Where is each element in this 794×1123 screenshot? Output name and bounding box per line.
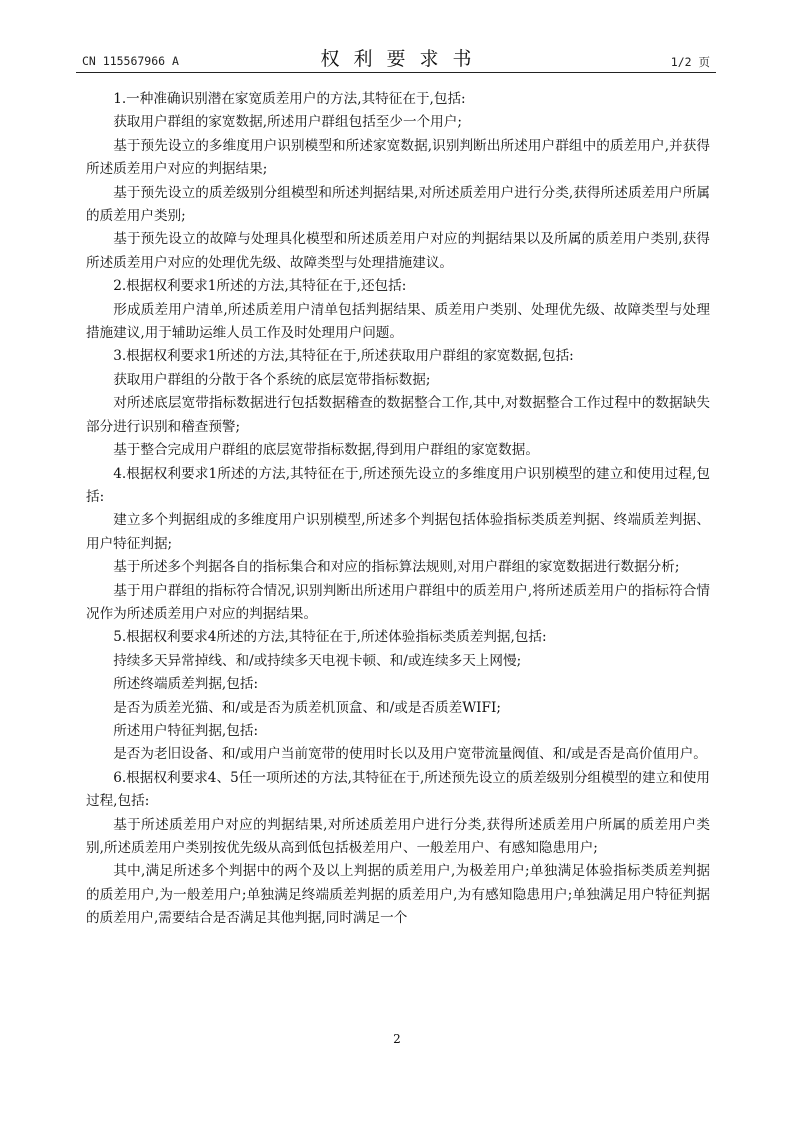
claim-paragraph: 持续多天异常掉线、和/或持续多天电视卡顿、和/或连续多天上网慢; xyxy=(113,652,522,669)
claim-paragraph: 1.一种准确识别潜在家宽质差用户的方法,其特征在于,包括: xyxy=(113,91,466,107)
page-header xyxy=(76,44,716,72)
claim-paragraph: 对所述底层宽带指标数据进行包括数据稽查的数据整合工作,其中,对数据整合工作过程中的数据缺失部分进行识别和稽查预警; xyxy=(86,395,710,435)
claim-paragraph: 所述用户特征判据,包括: xyxy=(113,722,259,739)
claim-paragraph: 3.根据权利要求1所述的方法,其特征在于,所述获取用户群组的家宽数据,包括: xyxy=(113,348,574,365)
claim-paragraph: 基于所述多个判据各自的指标集合和对应的指标算法规则,对用户群组的家宽数据进行数据分析; xyxy=(113,559,680,576)
claim-paragraph: 基于预先设立的多维度用户识别模型和所述家宽数据,识别判断出所述用户群组中的质差用户,并获得所述质差用户对应的判据结果; xyxy=(86,137,710,178)
claim-paragraph: 是否为质差光猫、和/或是否为质差机顶盒、和/或是否质差WIFI; xyxy=(113,699,501,716)
claim-paragraph: 基于预先设立的质差级别分组模型和所述判据结果,对所述质差用户进行分类,获得所述质差用户所属的质差用户类别; xyxy=(86,184,710,225)
claim-paragraph: 其中,满足所述多个判据中的两个及以上判据的质差用户,为极差用户;单独满足体验指标类质差判据的质差用户,为一般差用户;单独满足终端质差判据的质差用户,为有感知隐患用户;单独满足用户特征判据的质差用户,需要结合是否满足其他判据,同时满足一个 xyxy=(86,863,710,927)
claim-paragraph: 形成质差用户清单,所述质差用户清单包括判据结果、质差用户类别、处理优先级、故障类型与处理措施建议,用于辅助运维人员工作及时处理用户问题。 xyxy=(86,301,710,342)
claim-paragraph: 6.根据权利要求4、5任一项所述的方法,其特征在于,所述预先设立的质差级别分组模型的建立和使用过程,包括: xyxy=(86,769,710,810)
claim-paragraph: 5.根据权利要求4所述的方法,其特征在于,所述体验指标类质差判据,包括: xyxy=(113,629,547,646)
claim-paragraph: 基于所述质差用户对应的判据结果,对所述质差用户进行分类,获得所述质差用户所属的质差用户类别,所述质差用户类别按优先级从高到低包括极差用户、一般差用户、有感知隐患用户; xyxy=(86,816,710,856)
document-title: 权利要求书 xyxy=(320,48,486,70)
claim-paragraph: 基于预先设立的故障与处理具化模型和所述质差用户对应的判据结果以及所属的质差用户类别,获得所述质差用户对应的处理优先级、故障类型与处理措施建议。 xyxy=(86,231,710,271)
claim-paragraph: 2.根据权利要求1所述的方法,其特征在于,还包括: xyxy=(113,278,407,295)
claim-paragraph: 基于整合完成用户群组的底层宽带指标数据,得到用户群组的家宽数据。 xyxy=(113,442,539,459)
claim-paragraph: 所述终端质差判据,包括: xyxy=(113,676,259,693)
header-divider xyxy=(76,72,716,73)
page-number: 2 xyxy=(393,1032,401,1046)
claim-paragraph: 基于用户群组的指标符合情况,识别判断出所述用户群组中的质差用户,将所述质差用户的指标符合情况作为所述质差用户对应的判据结果。 xyxy=(86,582,710,622)
page-indicator: 1/2 页 xyxy=(670,55,710,69)
claim-paragraph: 4.根据权利要求1所述的方法,其特征在于,所述预先设立的多维度用户识别模型的建立和使用过程,包括: xyxy=(86,465,710,505)
claims-body xyxy=(86,88,710,931)
claim-paragraph: 获取用户群组的分散于各个系统的底层宽带指标数据; xyxy=(113,371,431,388)
claim-paragraph: 获取用户群组的家宽数据,所述用户群组包括至少一个用户; xyxy=(113,114,462,131)
publication-number: CN 115567966 A xyxy=(82,54,179,68)
claim-paragraph: 是否为老旧设备、和/或用户当前宽带的使用时长以及用户宽带流量阀值、和/或是否是高价值用户。 xyxy=(113,746,707,763)
claim-paragraph: 建立多个判据组成的多维度用户识别模型,所述多个判据包括体验指标类质差判据、终端质差判据、用户特征判据; xyxy=(86,512,710,552)
